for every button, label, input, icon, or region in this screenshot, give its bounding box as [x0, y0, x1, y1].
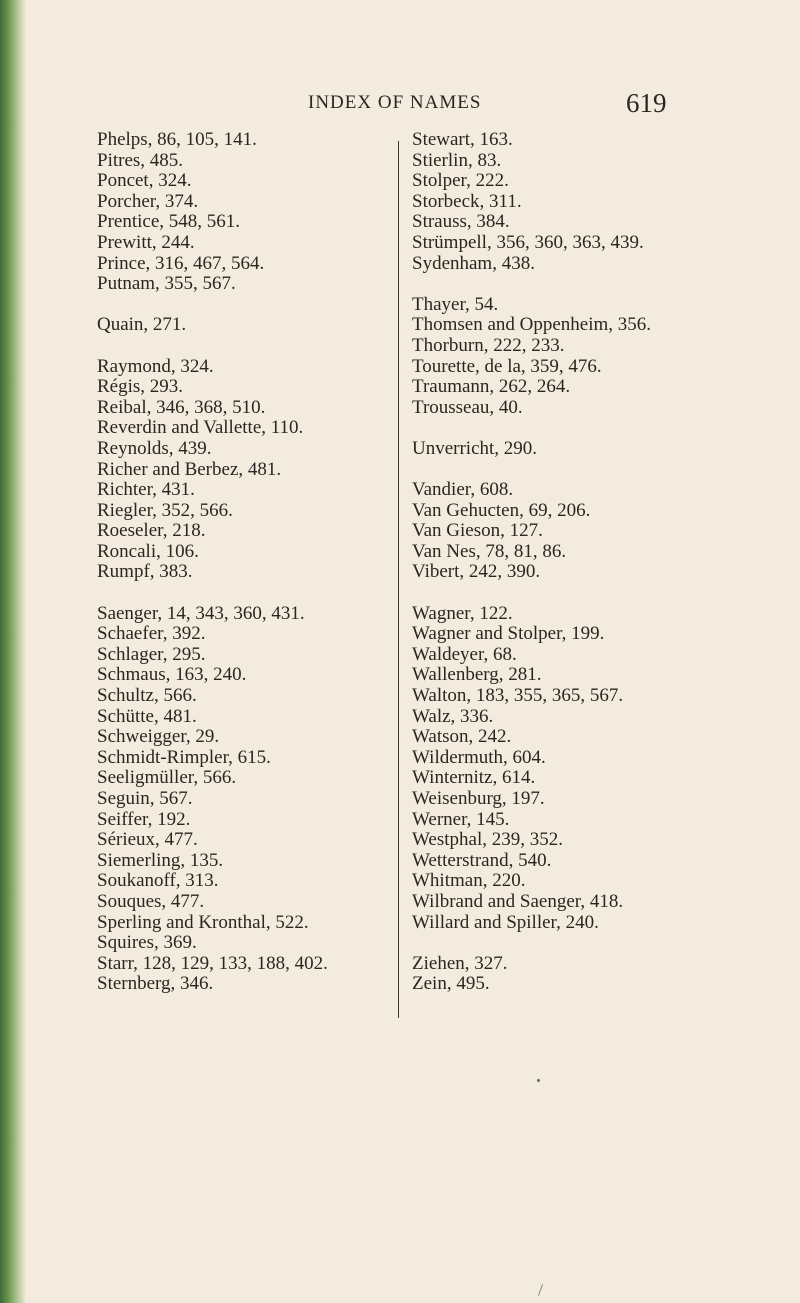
index-letter-group — [97, 604, 397, 995]
index-column-right — [412, 130, 742, 995]
index-entry: Schweigger, 29. — [97, 726, 220, 748]
index-entry: Saenger, 14, 343, 360, 431. — [97, 602, 305, 624]
index-entry: Willard and Spiller, 240. — [412, 911, 599, 933]
index-entry: Wetterstrand, 540. — [412, 849, 552, 871]
index-entry: Vandier, 608. — [412, 479, 514, 501]
index-entry: Poncet, 324. — [97, 170, 192, 192]
index-entry: Rumpf, 383. — [97, 561, 193, 583]
index-entry: Van Nes, 78, 81, 86. — [412, 540, 567, 562]
index-letter-group — [412, 439, 742, 460]
index-entry: Prentice, 548, 561. — [97, 211, 241, 233]
index-entry: Phelps, 86, 105, 141. — [97, 129, 257, 150]
index-entry: Thorburn, 222, 233. — [412, 334, 565, 356]
index-entry: Putnam, 355, 567. — [97, 273, 236, 295]
running-title: INDEX OF NAMES — [308, 92, 482, 113]
index-entry: Tourette, de la, 359, 476. — [412, 355, 602, 377]
index-entry: Strümpell, 356, 360, 363, 439. — [412, 231, 644, 253]
stray-mark — [537, 1079, 540, 1082]
index-entry: Watson, 242. — [412, 726, 512, 748]
index-letter-group — [412, 604, 742, 934]
index-entry: Riegler, 352, 566. — [97, 499, 233, 521]
page-edge-shadow — [0, 0, 26, 1303]
page-number: 619 — [626, 88, 667, 118]
index-entry: Roncali, 106. — [97, 540, 199, 562]
index-letter-group — [412, 954, 742, 995]
index-entry: Siemerling, 135. — [97, 849, 224, 871]
index-entry: Whitman, 220. — [412, 870, 526, 892]
index-entry: Schlager, 295. — [97, 643, 206, 665]
index-entry: Sternberg, 346. — [97, 973, 214, 995]
index-letter-group — [97, 315, 397, 336]
index-entry: Schmidt-Rimpler, 615. — [97, 746, 271, 768]
index-entry: Raymond, 324. — [97, 355, 214, 377]
index-entry: Stolper, 222. — [412, 170, 509, 192]
index-letter-group — [412, 130, 742, 274]
column-divider — [398, 141, 399, 1018]
index-entry: Wagner and Stolper, 199. — [412, 623, 605, 645]
index-entry: Seiffer, 192. — [97, 808, 191, 830]
index-entry: Weisenburg, 197. — [412, 788, 545, 809]
index-entry: Unverricht, 290. — [412, 437, 538, 459]
index-entry: Schütte, 481. — [97, 705, 197, 727]
index-entry: Squires, 369. — [97, 932, 197, 954]
index-entry: Stewart, 163. — [412, 129, 513, 150]
index-column-left — [97, 130, 397, 995]
index-letter-group — [97, 357, 397, 584]
index-letter-group — [97, 130, 397, 295]
index-entry: Seeligmüller, 566. — [97, 767, 237, 789]
index-entry: Reverdin and Vallette, 110. — [97, 417, 304, 439]
stray-mark — [538, 1284, 543, 1296]
page-header — [0, 88, 800, 128]
index-entry: Strauss, 384. — [412, 211, 510, 233]
index-entry: Ziehen, 327. — [412, 952, 508, 974]
index-entry: Van Gehucten, 69, 206. — [412, 499, 591, 521]
index-entry: Schaefer, 392. — [97, 623, 206, 645]
index-entry: Trousseau, 40. — [412, 396, 523, 418]
index-entry: Reynolds, 439. — [97, 437, 212, 459]
index-entry: Wildermuth, 604. — [412, 746, 546, 768]
index-entry: Reibal, 346, 368, 510. — [97, 396, 266, 418]
index-entry: Schultz, 566. — [97, 685, 197, 707]
index-entry: Pitres, 485. — [97, 149, 184, 171]
index-entry: Souques, 477. — [97, 890, 205, 912]
index-entry: Walz, 336. — [412, 705, 494, 727]
index-entry: Starr, 128, 129, 133, 188, 402. — [97, 952, 328, 974]
index-entry: Wagner, 122. — [412, 602, 513, 624]
index-letter-group — [412, 295, 742, 419]
index-entry: Zein, 495. — [412, 973, 490, 995]
index-entry: Westphal, 239, 352. — [412, 829, 563, 851]
index-entry: Walton, 183, 355, 365, 567. — [412, 685, 624, 707]
index-letter-group — [412, 480, 742, 583]
index-entry: Richter, 431. — [97, 479, 195, 501]
index-entry: Prewitt, 244. — [97, 231, 195, 253]
index-entry: Seguin, 567. — [97, 788, 193, 809]
index-entry: Wilbrand and Saenger, 418. — [412, 890, 624, 912]
index-entry: Waldeyer, 68. — [412, 643, 517, 665]
index-entry: Prince, 316, 467, 564. — [97, 252, 265, 274]
index-entry: Sérieux, 477. — [97, 829, 198, 851]
index-entry: Sydenham, 438. — [412, 252, 535, 274]
index-entry: Richer and Berbez, 481. — [97, 458, 282, 480]
index-entry: Quain, 271. — [97, 314, 187, 336]
index-entry: Roeseler, 218. — [97, 520, 206, 542]
index-entry: Régis, 293. — [97, 376, 184, 398]
index-entry: Winternitz, 614. — [412, 767, 536, 789]
index-entry: Porcher, 374. — [97, 190, 199, 212]
index-entry: Vibert, 242, 390. — [412, 561, 541, 583]
index-entry: Storbeck, 311. — [412, 190, 522, 212]
index-entry: Traumann, 262, 264. — [412, 376, 571, 398]
index-entry: Van Gieson, 127. — [412, 520, 543, 542]
index-entry: Thomsen and Oppenheim, 356. — [412, 314, 652, 336]
index-entry: Schmaus, 163, 240. — [97, 664, 247, 686]
index-entry: Thayer, 54. — [412, 293, 499, 315]
index-entry: Sperling and Kronthal, 522. — [97, 911, 309, 933]
index-entry: Stierlin, 83. — [412, 149, 502, 171]
index-entry: Soukanoff, 313. — [97, 870, 219, 892]
index-entry: Wallenberg, 281. — [412, 664, 542, 686]
index-entry: Werner, 145. — [412, 808, 510, 830]
